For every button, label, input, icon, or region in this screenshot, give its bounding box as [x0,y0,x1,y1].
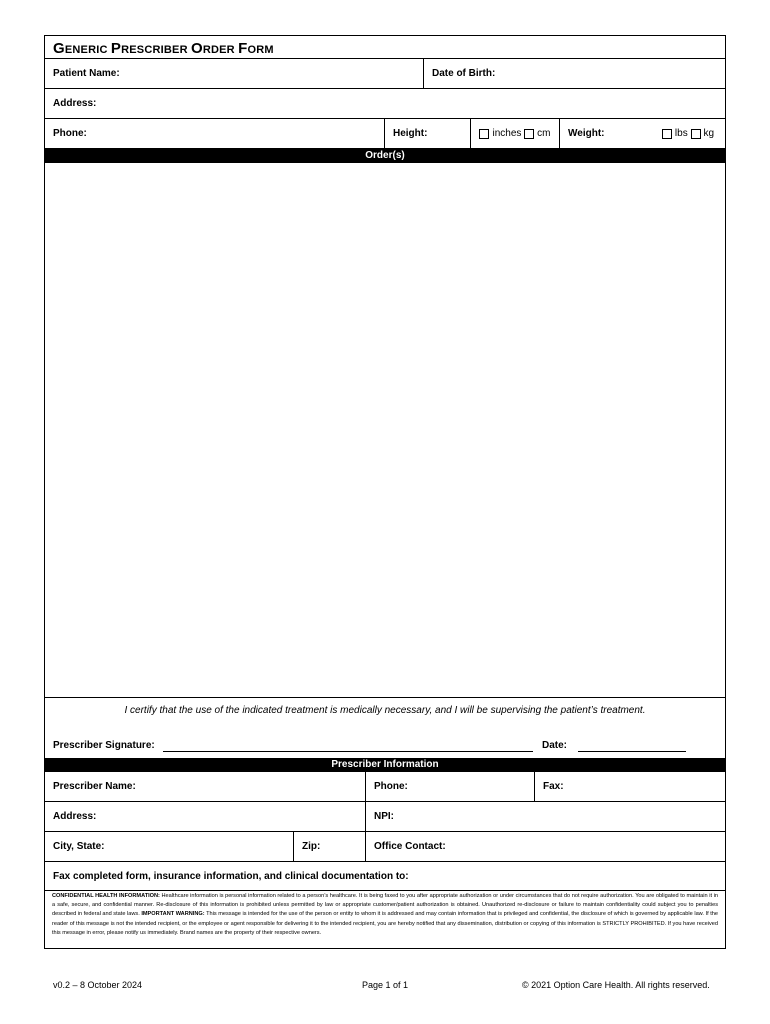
form-title: GENERIC PRESCRIBER ORDER FORM [53,40,274,57]
zip-field[interactable] [293,832,365,861]
orders-area[interactable] [45,163,725,698]
weight-label: Weight: [568,128,605,139]
prescriber-address-label: Address: [53,811,97,822]
patient-address-field[interactable] [45,89,725,118]
patient-address-label: Address: [53,98,97,109]
patient-phone-row [45,119,725,149]
prescriber-phone-field[interactable] [365,772,534,801]
footer-version: v0.2 – 8 October 2024 [53,980,143,990]
signature-date-line[interactable] [578,751,686,752]
kg-label: kg [703,128,715,139]
warning-heading: IMPORTANT WARNING: [141,911,205,918]
form-title-row [45,36,725,59]
weight-kg-option[interactable] [691,128,715,139]
prescriber-city-row [45,832,725,862]
height-cm-option[interactable] [524,128,550,139]
signature-date-label: Date: [542,740,568,751]
disclaimer-text-1: Healthcare information is personal information related to a person’s healthcare. It is being faxed to you after appropriate authorization or under circumstances that do not require authorization. You are obligated to maintain it in a safe, secure, and confidential manner. Re-disclosure of this information is prohibited unless permitted by law or appropriate customer/patient authorization is obtained. Unauthorized re-disclosure or failure to maintain confidentiality could subject you to penalties described in federal and state laws. [52,893,718,918]
prescriber-name-label: Prescriber Name: [53,781,136,792]
kg-checkbox[interactable] [691,129,701,139]
patient-phone-field[interactable] [45,119,384,148]
prescriber-name-row [45,772,725,802]
prescriber-order-form [44,35,726,949]
height-unit-options [470,119,559,148]
npi-label: NPI: [374,811,394,822]
patient-name-row [45,59,725,89]
certification-statement: I certify that the use of the indicated treatment is medically necessary, and I will be supervising the patient’s treatment. [124,705,646,716]
weight-field[interactable] [559,119,651,148]
prescriber-name-field[interactable] [45,772,365,801]
patient-name-field[interactable] [45,59,423,88]
fax-instruction [45,862,725,890]
prescriber-address-row [45,802,725,832]
orders-header: Order(s) [45,149,725,163]
fax-instruction-row [45,862,725,891]
date-of-birth-label: Date of Birth: [432,68,496,79]
npi-field[interactable] [365,802,725,831]
city-state-field[interactable] [45,832,293,861]
height-label: Height: [393,128,428,139]
prescriber-signature-line[interactable] [163,751,533,752]
weight-lbs-option[interactable] [662,128,688,139]
patient-address-row [45,89,725,119]
prescriber-signature-label: Prescriber Signature: [53,740,155,751]
city-state-label: City, State: [53,841,105,852]
office-contact-field[interactable] [365,832,725,861]
prescriber-fax-field[interactable] [534,772,725,801]
footer-page-number: Page 1 of 1 [362,980,409,990]
height-field[interactable] [384,119,470,148]
zip-label: Zip: [302,841,321,852]
cm-label: cm [537,128,551,139]
confidentiality-disclaimer [45,892,725,938]
prescriber-information-header: Prescriber Information [45,758,725,772]
height-inches-option[interactable] [479,128,521,139]
date-of-birth-field[interactable] [423,59,725,88]
fax-instruction-text: Fax completed form, insurance information, and clinical documentation to: [53,870,409,882]
lbs-checkbox[interactable] [662,129,672,139]
patient-name-label: Patient Name: [53,68,120,79]
weight-unit-options [651,119,725,148]
inches-checkbox[interactable] [479,129,489,139]
patient-phone-label: Phone: [53,128,87,139]
disclaimer-text-2: This message is intended for the use of the person or entity to whom it is addressed and may contain information that is privileged and confidential, the disclosure of which is governed by applicable law. If the reader of this message is not the intended recipient, or the employee or agent responsible for delivering it to the intended recipient, you are hereby notified that any dissemination, distribution or copying of this information is STRICTLY PROHIBITED. If you have received this message in error, please notify us immediately. Brand names are the property of their respective owners. [52,911,718,936]
prescriber-fax-label: Fax: [543,781,564,792]
lbs-label: lbs [674,128,688,139]
prescriber-phone-label: Phone: [374,781,408,792]
prescriber-address-field[interactable] [45,802,365,831]
cm-checkbox[interactable] [524,129,534,139]
footer-copyright: © 2021 Option Care Health. All rights reserved. [522,980,710,990]
inches-label: inches [492,128,522,139]
office-contact-label: Office Contact: [374,841,446,852]
disclaimer-heading: CONFIDENTIAL HEALTH INFORMATION: [52,893,160,899]
